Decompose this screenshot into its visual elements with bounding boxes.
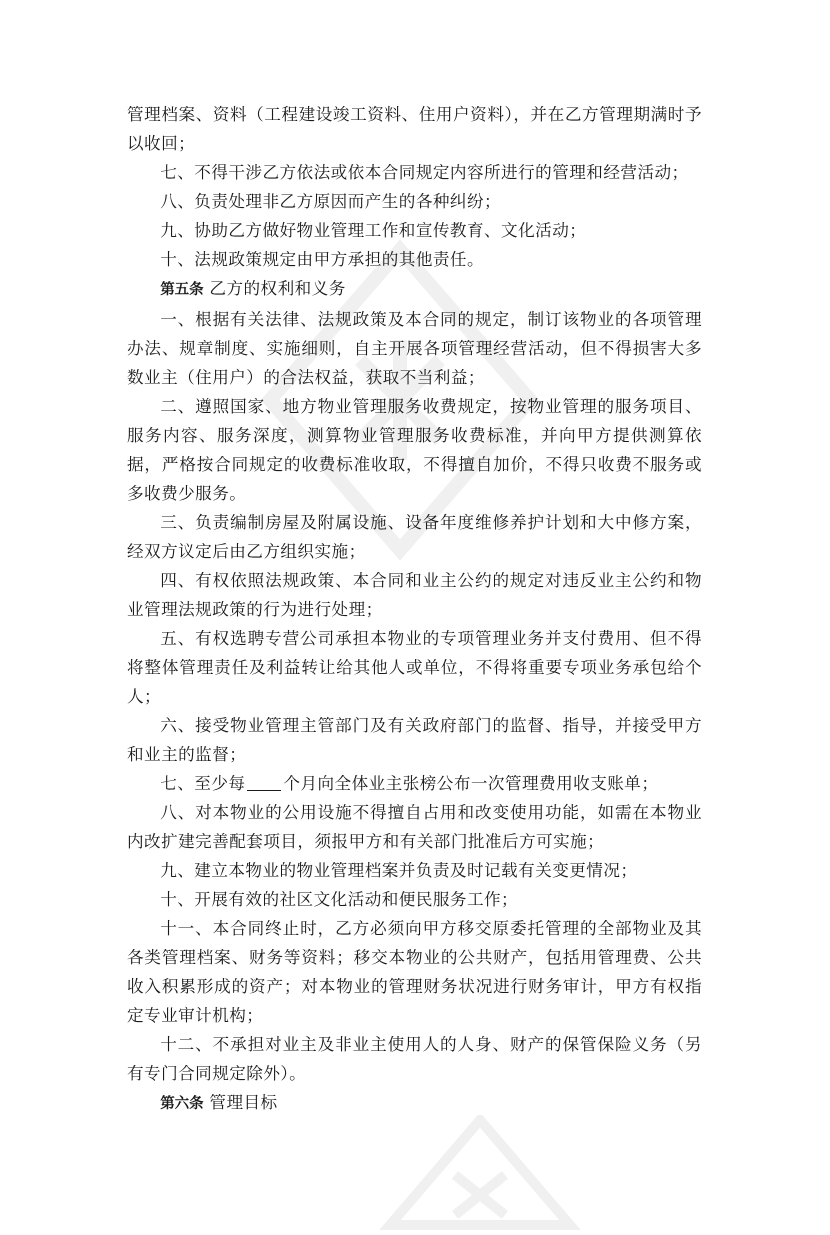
paragraph-continuation: 管理档案、资料（工程建设竣工资料、住用户资料），并在乙方管理期满时予以收回； bbox=[127, 105, 702, 153]
list-item: 二、遵照国家、地方物业管理服务收费规定，按物业管理的服务项目、服务内容、服务深度，测算物业管理服务收费标准，并向甲方提供测算依据，严格按合同规定的收费标准收取，不得擅自加价，不得只收费不服务或多收费少服务。 bbox=[127, 397, 702, 503]
document-body bbox=[127, 100, 702, 1119]
list-item: 一、根据有关法律、法规政策及本合同的规定，制订该物业的各项管理办法、规章制度、实施细则，自主开展各项管理经营活动，但不得损害大多数业主（住用户）的合法权益，获取不当利益； bbox=[127, 310, 702, 387]
section-label: 第六条 bbox=[160, 1096, 204, 1112]
list-item: 七、不得干涉乙方依法或依本合同规定内容所进行的管理和经营活动； bbox=[160, 163, 689, 182]
list-item: 四、有权依照法规政策、本合同和业主公约的规定对违反业主公约和物业管理法规政策的行为进行处理； bbox=[127, 571, 702, 619]
list-item: 十、开展有效的社区文化活动和便民服务工作； bbox=[160, 890, 519, 909]
list-item: 十一、本合同终止时，乙方必须向甲方移交原委托管理的全部物业及其各类管理档案、财务等资料；移交本物业的公共财产，包括用管理费、公共收入积累形成的资产；对本物业的管理财务状况进行财务审计，甲方有权指定专业审计机构； bbox=[127, 919, 702, 1025]
list-item: 五、有权选聘专营公司承担本物业的专项管理业务并支付费用、但不得将整体管理责任及利益转让给其他人或单位，不得将重要专项业务承包给个人； bbox=[127, 629, 702, 706]
section-title: 乙方的权利和义务 bbox=[209, 279, 346, 298]
section-heading-5 bbox=[127, 274, 702, 305]
fill-in-blank bbox=[247, 772, 281, 791]
list-item: 九、建立本物业的物业管理档案并负责及时记载有关变更情况； bbox=[160, 861, 638, 880]
section-label: 第五条 bbox=[160, 282, 204, 298]
list-item: 六、接受物业管理主管部门及有关政府部门的监督、指导，并接受甲方和业主的监督； bbox=[127, 716, 702, 764]
section-heading-6 bbox=[127, 1088, 702, 1119]
section-title: 管理目标 bbox=[209, 1093, 278, 1112]
item-text-after: 个月向全体业主张榜公布一次管理费用收支账单； bbox=[283, 774, 659, 793]
item-text-before: 七、至少每 bbox=[160, 774, 246, 793]
list-item: 九、协助乙方做好物业管理工作和宣传教育、文化活动； bbox=[160, 221, 587, 240]
list-item: 十、法规政策规定由甲方承担的其他责任。 bbox=[160, 250, 485, 269]
list-item-with-blank bbox=[127, 769, 702, 798]
watermark-logo-bottom-icon bbox=[380, 1115, 580, 1235]
list-item: 十二、不承担对业主及非业主使用人的人身、财产的保管保险义务（另有专门合同规定除外）。 bbox=[127, 1035, 702, 1083]
list-item: 三、负责编制房屋及附属设施、设备年度维修养护计划和大中修方案，经双方议定后由乙方组织实施； bbox=[127, 513, 702, 561]
list-item: 八、负责处理非乙方原因而产生的各种纠纷； bbox=[160, 192, 502, 211]
list-item: 八、对本物业的公用设施不得擅自占用和改变使用功能，如需在本物业内改扩建完善配套项目，须报甲方和有关部门批准后方可实施； bbox=[127, 803, 702, 851]
